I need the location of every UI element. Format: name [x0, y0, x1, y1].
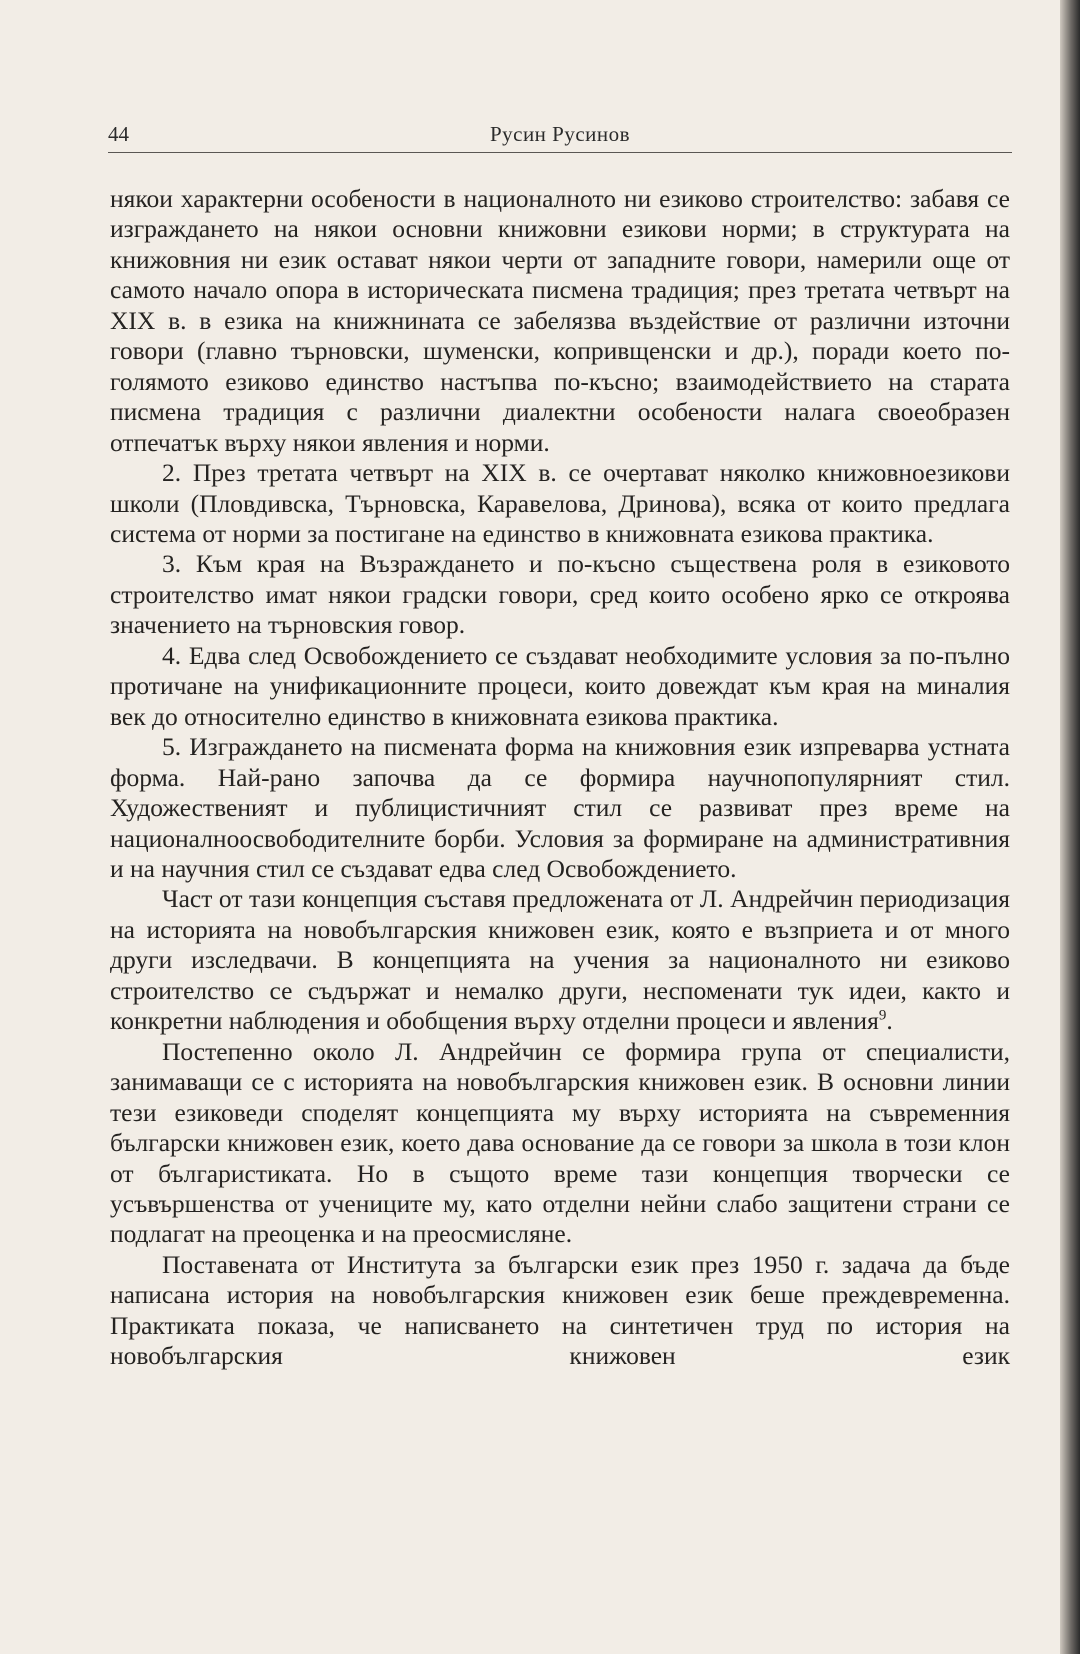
paragraph-6 [110, 884, 1010, 1036]
paragraph-8: Поставената от Института за български език през 1950 г. задача да бъде написана история на новобългарския книжовен език беше преждевременна. Практиката показа, че написването на синтетичен труд по история на новобългарския книжовен език [110, 1249, 1010, 1371]
page-header [108, 118, 1012, 153]
paragraph-4: 4. Едва след Освобождението се създават необходимите условия за по-пълно протичане на унификационните процеси, които довеждат към края на миналия век до относително единство в книжовната езикова практика. [110, 640, 1010, 731]
paragraph-7: Постепенно около Л. Андрейчин се формира група от специалисти, занимаващи се с историята на новобългарския книжовен език. В основни линии тези езиковеди споделят концепцията му върху историята на съвременния български книжовен език, което дава основание да се говори за школа в този клон от българистиката. Но в същото време тази концепция творчески се усъвършенства от учениците му, като отделни нейни слабо защитени страни се подлагат на преоценка и на преосмисляне. [110, 1036, 1010, 1249]
paragraph-5: 5. Изграждането на писмената форма на книжовния език изпреварва устната форма. Най-рано започва да се формира научнопопулярният стил. Художественият и публицистичният стил се развиват през време на националноосвободителните борби. Условия за формиране на административния и на научния стил се създават едва след Освобождението. [110, 732, 1010, 883]
paragraph-1: някои характерни особености в националното ни езиково строителство: забавя се изграждането на някои основни книжовни езикови норми; в структурата на книжовния ни език остават някои черти от западните говори, намерили още от самото начало опора в историческата писмена традиция; през третата четвърт на XIX в. в езика на книжнината се забелязва въздействие от различни източни говори (главно търновски, шуменски, копривщенски и др.), поради което по-голямото езиково единство настъпва по-късно; взаимодействието на старата писмена традиция с различни диалектни особености налага своеобразен отпечатък върху някои явления и норми. [110, 184, 1010, 457]
running-head: Русин Русинов [489, 122, 631, 146]
paragraph-6-end: . [886, 1006, 893, 1036]
page-number: 44 [108, 122, 129, 146]
paragraph-6-text: Част от тази концепция съставя предложената от Л. Андрейчин периодизация на историята на новобългарския книжовен език, която е възприета и от много други изследвачи. В концепцията на учения за националното ни езиково строителство се съдържат и немалко други, неспоменати тук идеи, както и конкретни наблюдения и обобщения върху отделни процеси и явления [110, 884, 1010, 1036]
paragraph-3: 3. Към края на Възраждането и по-късно съществена роля в езиковото строителство имат някои градски говори, сред които особено ярко се откроява значението на търновския говор. [110, 549, 1010, 640]
footnote-marker: 9 [878, 1007, 887, 1024]
body-text [110, 184, 1010, 1372]
paragraph-2: 2. През третата четвърт на XIX в. се очертават няколко книжовноезикови школи (Пловдивска, Търновска, Каравелова, Дринова), всяка от които предлага система от норми за постигане на единство в книжовната езикова практика. [110, 458, 1010, 548]
book-spine-edge [1060, 0, 1080, 1654]
